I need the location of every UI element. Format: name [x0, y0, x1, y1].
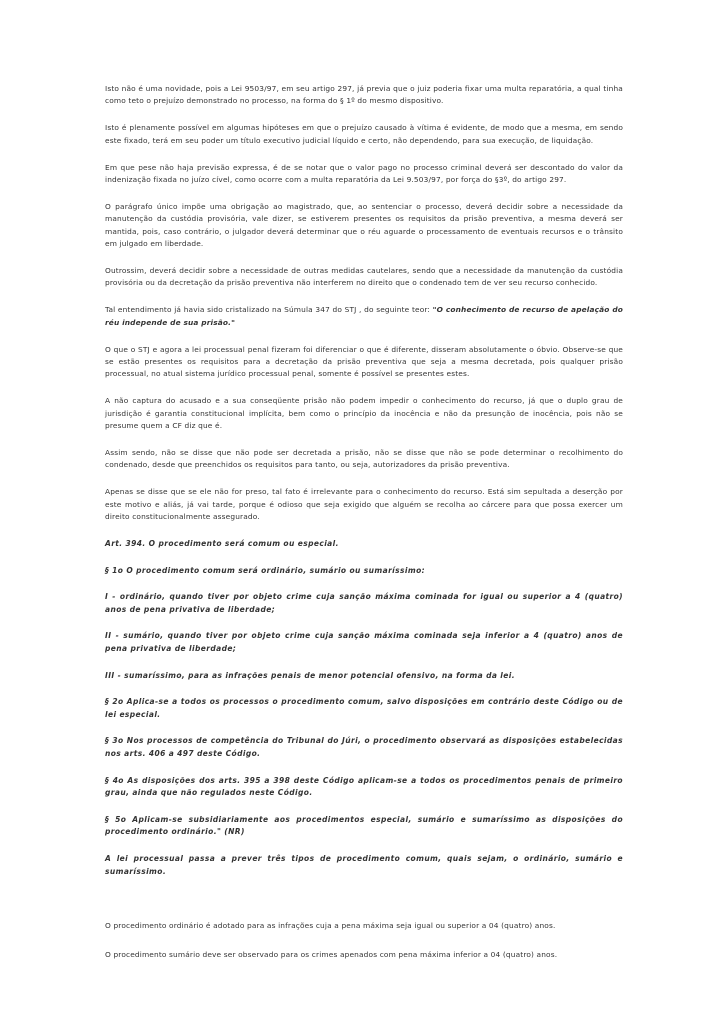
paragraph-tres-tipos: A lei processual passa a prever três tipos de procedimento comum, quais sejam, o ordinário, sumário e sumaríssimo. [105, 853, 623, 876]
paragraph-hipoteses: Isto é plenamente possível em algumas hipóteses em que o prejuízo causado à vítima é evidente, de modo que a mesma, em sendo este fixado, terá em seu poder um título executivo judicial líquido e certo, não dependendo, para sua execução, de liquidação. [105, 123, 623, 145]
law-art-394: Art. 394. O procedimento será comum ou especial. [105, 539, 339, 549]
paragraph-multa-reparatoria: Isto não é uma novidade, pois a Lei 9503/97, em seu artigo 297, já previa que o juiz poderia fixar uma multa reparatória, a qual tinha como teto o prejuízo demonstrado no processo, na forma do § 1º do mesmo dispositivo. [105, 84, 623, 106]
paragraph-apenas-se-disse: Apenas se disse que se ele não for preso, tal fato é irrelevante para o conhecimento do recurso. Está sim sepultada a deserção por este motivo e aliás, já vai tarde, porque é odioso que seja exigido que alguém se recolha ao cárcere para que possa exercer um direito constitucionalmente assegurado. [105, 487, 623, 521]
law-inciso-iii: III - sumaríssimo, para as infrações penais de menor potencial ofensivo, na forma da lei. [105, 670, 515, 680]
sumula-lead-text: Tal entendimento já havia sido cristalizado na Súmula 347 do STJ , do seguinte teor: [105, 305, 433, 315]
law-inciso-i: I - ordinário, quando tiver por objeto crime cuja sanção máxima cominada for igual ou superior a 4 (quatro) anos de pena privativa de liberdade; [105, 592, 623, 614]
law-paragraph-1: § 1o O procedimento comum será ordinário, sumário ou sumaríssimo: [105, 565, 426, 575]
law-paragraph-5: § 5o Aplicam-se subsidiariamente aos procedimentos especial, sumário e sumaríssimo as disposições do procedimento ordinário." (NR) [105, 814, 623, 837]
law-paragraph-2: § 2o Aplica-se a todos os processos o procedimento comum, salvo disposições em contrário deste Código ou de lei especial. [105, 697, 623, 719]
law-inciso-ii: II - sumário, quando tiver por objeto crime cuja sanção máxima cominada seja inferior a 4 (quatro) anos de pena privativa de liberdade; [105, 631, 623, 654]
paragraph-sumula-347 [105, 304, 623, 328]
law-paragraph-4: § 4o As disposições dos arts. 395 a 398 deste Código aplicam-se a todos os procedimentos penais de primeiro grau, ainda que não regulados neste Código. [105, 775, 623, 798]
paragraph-stj-obvio: O que o STJ e agora a lei processual penal fizeram foi diferenciar o que é diferente, disseram absolutamente o óbvio. Observe-se que se estão presentes os requisitos para a decretação da prisão preventiva que seja a mesma decretada, pois qualquer prisão processual, no atual sistema jurídico processual penal, somente é possível se presentes estes. [105, 344, 623, 379]
paragraph-procedimento-sumario: O procedimento sumário deve ser observado para os crimes apenados com pena máxima inferior a 04 (quatro) anos. [105, 950, 558, 960]
section-spacer [105, 892, 623, 920]
paragraph-assim-sendo: Assim sendo, não se disse que não pode ser decretada a prisão, não se disse que não se pode determinar o recolhimento do condenado, desde que preenchidos os requisitos para tanto, ou seja, autorizadores da prisão preventiva. [105, 448, 623, 470]
paragraph-previsao-expressa: Em que pese não haja previsão expressa, é de se notar que o valor pago no processo criminal deverá ser descontado do valor da indenização fixada no juízo cível, como ocorre com a multa reparatória da Lei 9.503/97, por força do §3º, do artigo 297. [105, 162, 623, 185]
sumula-quote: "O conhecimento de recurso de apelação do réu independe de sua prisão." [105, 305, 623, 327]
paragraph-paragrafo-unico: O parágrafo único impõe uma obrigação ao magistrado, que, ao sentenciar o processo, deverá decidir sobre a necessidade da manutenção da custódia provisória, vale dizer, se estiverem presentes os requisitos da prisão preventiva, a mesma deverá ser mantida, pois, caso contrário, o julgador deverá determinar que o réu aguarde o processamento de eventuais recursos e o trânsito em julgado em liberdade. [105, 202, 623, 248]
paragraph-nao-captura: A não captura do acusado e a sua conseqüente prisão não podem impedir o conhecimento do recurso, já que o duplo grau de jurisdição é garantia constitucional implícita, bem como o princípio da inocência e não da presunção de inocência, pois não se presume quem a CF diz que é. [105, 396, 623, 430]
paragraph-procedimento-ordinario: O procedimento ordinário é adotado para as infrações cuja a pena máxima seja igual ou superior a 04 (quatro) anos. [105, 921, 556, 931]
paragraph-outrossim: Outrossim, deverá decidir sobre a necessidade de outras medidas cautelares, sendo que a necessidade da manutenção da custódia provisória ou da decretação da prisão preventiva não interferem no direito que o condenado tem de ver seu recurso conhecido. [105, 266, 623, 288]
law-paragraph-3: § 3o Nos processos de competência do Tribunal do Júri, o procedimento observará as disposições estabelecidas nos arts. 406 a 497 deste Código. [105, 736, 623, 759]
document-page [105, 83, 623, 979]
